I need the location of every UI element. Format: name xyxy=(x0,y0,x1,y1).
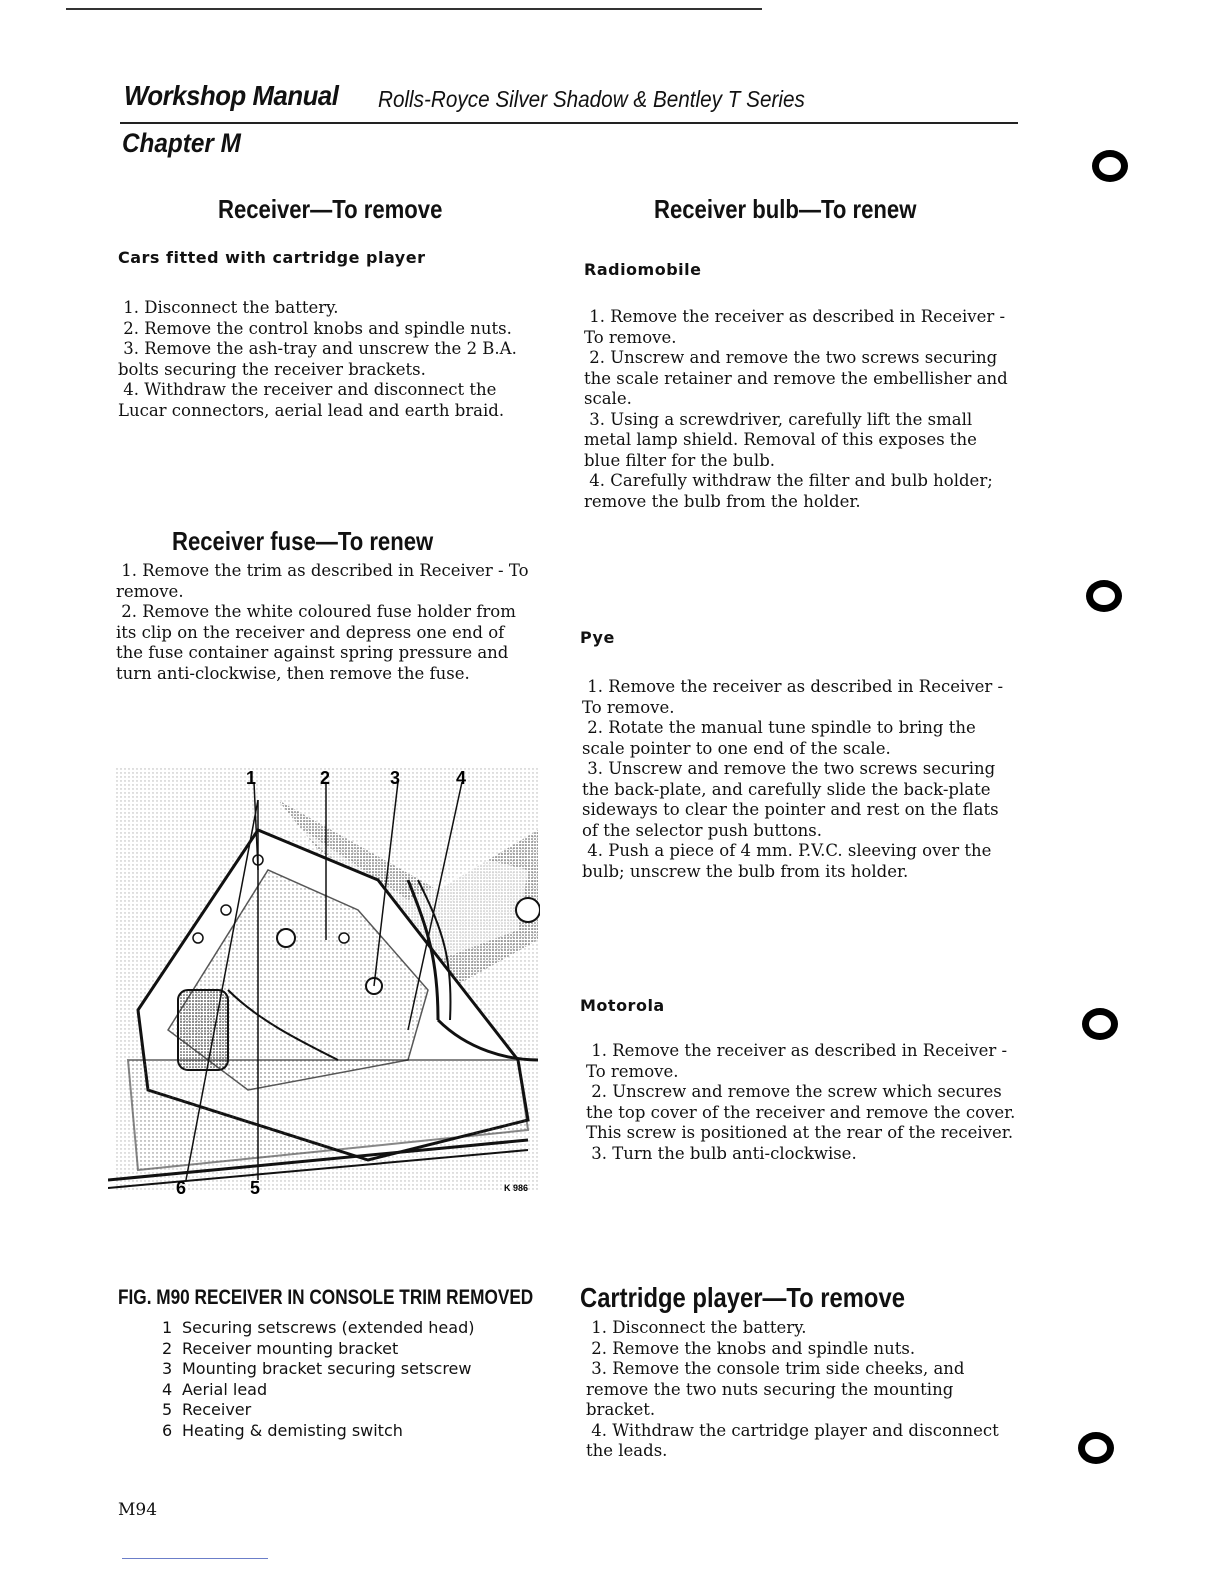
cartridge-remove-steps xyxy=(586,1318,1016,1462)
list-item: 1. Remove the receiver as described in Receiver - To remove. xyxy=(586,1041,1008,1081)
header-rule xyxy=(120,122,1018,124)
legend-item: 5 Receiver xyxy=(162,1400,252,1419)
section-title-receiver-remove: Receiver—To remove xyxy=(218,194,443,224)
pye-steps xyxy=(582,677,1016,882)
callout-5: 5 xyxy=(250,1178,261,1196)
figure-ref: K 986 xyxy=(504,1183,529,1193)
punch-hole-icon xyxy=(1092,150,1128,182)
callout-3: 3 xyxy=(390,768,401,788)
list-item: 2. Remove the knobs and spindle nuts. xyxy=(591,1338,916,1358)
list-item: 2. Unscrew and remove the two screws securing the scale retainer and remove the embellisher and scale. xyxy=(584,348,1008,408)
callout-4: 4 xyxy=(456,768,467,788)
punch-hole-icon xyxy=(1082,1008,1118,1040)
receiver-console-figure xyxy=(108,760,540,1196)
punch-hole-icon xyxy=(1086,580,1122,612)
list-item: 2. Rotate the manual tune spindle to bring the scale pointer to one end of the scale. xyxy=(582,718,976,758)
manual-title: Workshop Manual xyxy=(124,80,339,111)
list-item: 3. Remove the ash-tray and unscrew the 2 B.A. bolts securing the receiver brackets. xyxy=(118,339,517,379)
list-item: 4. Withdraw the receiver and disconnect the Lucar connectors, aerial lead and earth braid. xyxy=(118,380,505,420)
list-item: 1. Remove the receiver as described in Receiver - To remove. xyxy=(582,677,1004,717)
section-title-bulb-renew: Receiver bulb—To renew xyxy=(654,194,917,224)
section-title-cartridge-remove: Cartridge player—To remove xyxy=(580,1282,905,1313)
top-rule xyxy=(66,8,762,10)
section-title-fuse-renew: Receiver fuse—To renew xyxy=(172,526,434,556)
subheading-radiomobile: Radiomobile xyxy=(584,260,702,279)
list-item: 3. Turn the bulb anti-clockwise. xyxy=(591,1143,857,1163)
list-item: 4. Carefully withdraw the filter and bulb holder; remove the bulb from the holder. xyxy=(584,471,993,511)
list-item: 1. Disconnect the battery. xyxy=(591,1318,807,1337)
callout-2: 2 xyxy=(320,768,331,788)
list-item: 1. Remove the trim as described in Receiver - To remove. xyxy=(116,561,529,601)
legend-item: 3 Mounting bracket securing setscrew xyxy=(162,1359,472,1378)
callout-1: 1 xyxy=(246,768,257,788)
legend-item: 4 Aerial lead xyxy=(162,1379,268,1399)
figure-caption: FIG. M90 RECEIVER IN CONSOLE TRIM REMOVED xyxy=(118,1286,534,1309)
legend-item: 6 Heating & demisting switch xyxy=(162,1420,403,1440)
subheading-pye: Pye xyxy=(580,628,615,647)
receiver-remove-steps xyxy=(118,298,530,421)
list-item: 4. Withdraw the cartridge player and disconnect the leads. xyxy=(586,1420,999,1460)
subheading-motorola: Motorola xyxy=(580,996,665,1015)
subheading-cartridge: Cars fitted with cartridge player xyxy=(118,248,426,267)
page-number: M94 xyxy=(118,1500,158,1520)
list-item: 2. Remove the control knobs and spindle nuts. xyxy=(123,318,512,338)
legend-item: 2 Receiver mounting bracket xyxy=(162,1338,399,1358)
punch-hole-icon xyxy=(1078,1432,1114,1464)
list-item: 2. Remove the white coloured fuse holder from its clip on the receiver and depress one end of the fuse container against spring pressure and turn anti-clockwise, then remove the fuse. xyxy=(116,602,516,683)
bottom-rule xyxy=(122,1558,268,1559)
legend-item: 1 Securing setscrews (extended head) xyxy=(162,1318,475,1337)
manual-subtitle: Rolls-Royce Silver Shadow & Bentley T Series xyxy=(378,86,805,112)
radiomobile-steps xyxy=(584,307,1016,512)
list-item: 1. Disconnect the battery. xyxy=(123,298,339,317)
list-item: 2. Unscrew and remove the screw which secures the top cover of the receiver and remove the cover. This screw is positioned at the rear of the receiver. xyxy=(586,1082,1016,1142)
figure-legend xyxy=(162,1318,474,1441)
receiver-illustration xyxy=(108,760,540,1196)
list-item: 3. Remove the console trim side cheeks, and remove the two nuts securing the mounting bracket. xyxy=(586,1359,965,1419)
motorola-steps xyxy=(586,1041,1016,1164)
chapter-label: Chapter M xyxy=(122,128,241,158)
list-item: 4. Push a piece of 4 mm. P.V.C. sleeving over the bulb; unscrew the bulb from its holder. xyxy=(582,841,992,881)
list-item: 3. Unscrew and remove the two screws securing the back-plate, and carefully slide the back-plate sideways to clear the pointer and rest on the flats of the selector push buttons. xyxy=(582,759,999,840)
fuse-renew-steps xyxy=(116,561,536,684)
callout-6: 6 xyxy=(176,1178,187,1196)
list-item: 1. Remove the receiver as described in Receiver - To remove. xyxy=(584,307,1006,347)
list-item: 3. Using a screwdriver, carefully lift the small metal lamp shield. Removal of this exposes the blue filter for the bulb. xyxy=(584,409,977,470)
